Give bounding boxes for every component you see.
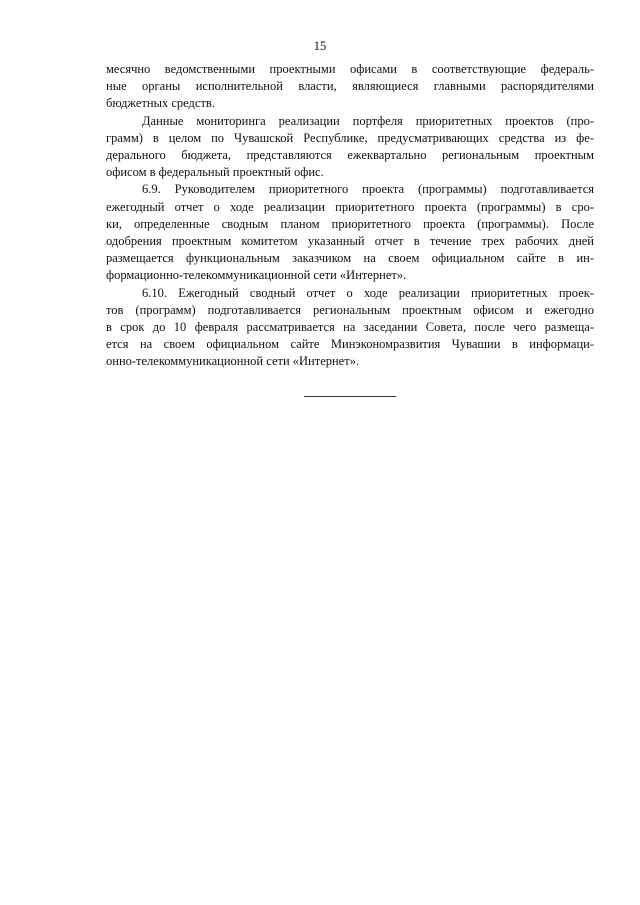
text-line: 6.10. Ежегодный сводный отчет о ходе реализации приоритетных проек-: [142, 285, 594, 300]
text-line: онно-телекоммуникационной сети «Интернет».: [106, 354, 360, 369]
text-line: размещается функциональным заказчиком на своем официальном сайте в ин-: [106, 251, 594, 266]
paragraph-6-10: [106, 285, 594, 371]
text-line: дерального бюджета, представляются ежеквартально региональным проектным: [106, 148, 594, 163]
text-line: бюджетных средств.: [106, 96, 215, 111]
text-line: тов (программ) подготавливается региональным проектным офисом и ежегодно: [106, 302, 594, 317]
paragraph-monthly-reports: [106, 61, 594, 113]
text-line: одобрения проектным комитетом указанный отчет в течение трех рабочих дней: [106, 234, 594, 249]
text-line: 6.9. Руководителем приоритетного проекта (программы) подготавливается: [142, 182, 594, 197]
end-separator-line: [304, 396, 396, 397]
text-line: ные органы исполнительной власти, являющиеся главными распорядителями: [106, 79, 594, 94]
text-line: месячно ведомственными проектными офисами в соответствующие федераль-: [106, 62, 594, 76]
paragraph-6-9: [106, 181, 594, 284]
text-line: ежегодный отчет о ходе реализации приоритетного проекта (программы) в сро-: [106, 199, 594, 214]
paragraph-monitoring-data: [106, 113, 594, 182]
text-line: ки, определенные сводным планом приоритетного проекта (программы). После: [106, 216, 594, 231]
text-line: грамм) в целом по Чувашской Республике, предусматривающих средства из фе-: [106, 130, 594, 145]
text-line: в срок до 10 февраля рассматривается на заседании Совета, после чего размеща-: [106, 320, 594, 335]
text-line: формационно-телекоммуникационной сети «Интернет».: [106, 268, 407, 283]
body-text: [106, 61, 594, 371]
text-line: Данные мониторинга реализации портфеля приоритетных проектов (про-: [142, 113, 594, 128]
page-number: 15: [313, 39, 327, 53]
text-line: ется на своем официальном сайте Минэкономразвития Чувашии в информаци-: [106, 337, 594, 352]
text-line: офисом в федеральный проектный офис.: [106, 165, 324, 180]
